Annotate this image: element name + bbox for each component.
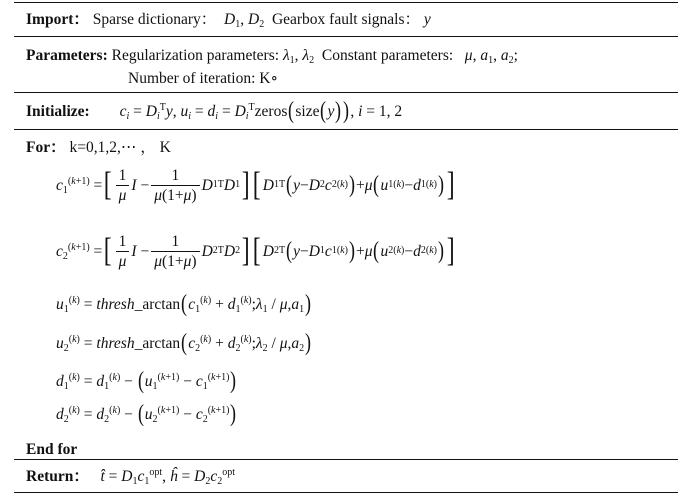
return-label: Return：	[26, 468, 89, 485]
return-row: Return： t̂ = $D_1c_1^{opt}$, ĥ = $D_2c_2^{opt}$	[26, 467, 236, 487]
initialize-row	[26, 98, 685, 124]
for-row	[26, 138, 685, 157]
parameters-row: Parameters: Regularization parameters: $\lambda_1$, $\lambda_2$ Constant parameters: μ, $a_1$, $a_2$;	[26, 47, 518, 66]
parameters-text: Regularization parameters:	[111, 47, 280, 64]
end-for-row	[26, 440, 685, 459]
parameters-label: Parameters:	[26, 47, 108, 64]
c1-update: $c_1^{(k+1)}$ = [ $\frac{1}{\mu}$ I − $\frac{1}{\mu(1+\mu)}$ D 1 T D 1 ] [ D 1 T ( y − D 2 c 2 (k) ) + μ ( u 1 (k) − d 1 (k) ) ]	[56, 166, 455, 204]
c2-update: $c_2^{(k+1)}$ = [ $\frac{1}{\mu}$ I − $\frac{1}{\mu(1+\mu)}$ D 2 T D 2 ] [ D 2 T ( y − D 1 c 1 (k) ) + μ ( u 2 (k) − d 2 (k) ) ]	[56, 232, 455, 270]
import-label: Import：	[26, 11, 89, 28]
u1-update: $u_1^{(k)}$ = $thresh\_\arctan(c_1^{(k)}$ + $d_1^{(k)};\lambda_1 / \mu,a_1$)	[56, 291, 312, 317]
u2-update: $u_2^{(k)}$ = $thresh\_\arctan(c_2^{(k)}$ + $d_2^{(k)};\lambda_2 / \mu,a_2$)	[56, 330, 312, 356]
rule-top	[14, 2, 678, 3]
import-row: Import： Sparse dictionary： $D_1$, $D_2$ Gearbox fault signals： y	[26, 11, 431, 30]
initialize-formula: $c_i = D_i^Ty$, $u_i = d_i$ = $D_i^Tzeros(size(y))$, i = 1, 2	[119, 98, 403, 124]
end-for-label: End for	[26, 441, 78, 458]
d1-update: $d_1^{(k)} = d_1^{(k)} - (u_1^{(k+1)} - c_1^{(k+1)})$	[56, 368, 237, 394]
initialize-label: Initialize:	[26, 103, 90, 120]
iteration-symbol: K∘	[259, 70, 279, 87]
rule-1	[14, 36, 678, 37]
parameters-text3: Number of iteration:	[128, 70, 256, 87]
rule-2	[14, 92, 678, 93]
rule-bottom	[14, 492, 678, 493]
parameters-text2: Constant parameters:	[321, 47, 454, 64]
parameters-row-2	[128, 69, 685, 88]
rule-3	[14, 129, 678, 130]
import-text: Sparse dictionary：	[92, 11, 217, 28]
import-text2: Gearbox fault signals：	[271, 11, 421, 28]
rule-4	[14, 459, 678, 460]
for-label: For：	[26, 139, 66, 156]
for-range: k=0,1,2,⋯ ， K	[69, 139, 171, 156]
d2-update: $d_2^{(k)} = d_2^{(k)} - (u_2^{(k+1)} - c_2^{(k+1)})$	[56, 401, 237, 427]
